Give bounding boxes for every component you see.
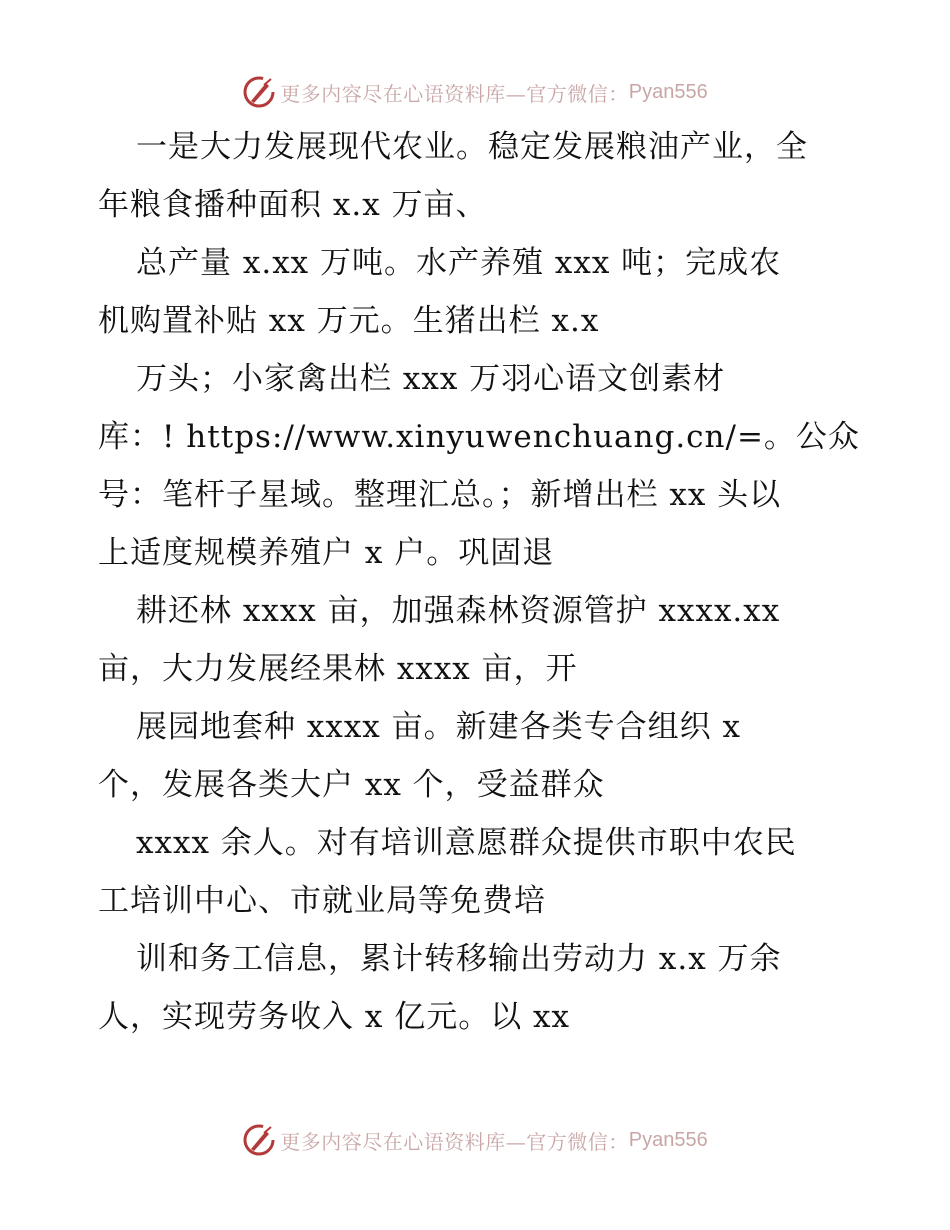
body-line: 上适度规模养殖户 x 户。巩固退 [98, 535, 555, 571]
watermark-text: 更多内容尽在心语资料库—官方微信： [280, 81, 629, 106]
body-line: xxxx 余人。对有培训意愿群众提供市职中农民 [136, 825, 797, 861]
body-line: 机购置补贴 xx 万元。生猪出栏 x.x [98, 303, 600, 339]
footer-watermark [0, 1120, 950, 1160]
watermark-text: 更多内容尽在心语资料库—官方微信： [280, 1129, 629, 1154]
quill-pen-seal-icon [242, 75, 276, 109]
body-line: 库：! https://www.xinyuwenchuang.cn/=。公众 [98, 419, 860, 455]
body-line: 总产量 x.xx 万吨。水产养殖 xxx 吨；完成农 [136, 245, 782, 281]
watermark-wechat-id: Pyan556 [628, 1128, 708, 1151]
body-line: 工培训中心、市就业局等免费培 [98, 883, 546, 919]
quill-pen-seal-icon [242, 1123, 276, 1157]
body-line: 人，实现劳务收入 x 亿元。以 xx [98, 999, 571, 1035]
body-line: 训和务工信息，累计转移输出劳动力 x.x 万余 [136, 941, 782, 977]
header-watermark [0, 72, 950, 112]
watermark-wechat-id: Pyan556 [628, 80, 708, 103]
body-line: 个，发展各类大户 xx 个，受益群众 [98, 767, 605, 803]
body-line: 耕还林 xxxx 亩，加强森林资源管护 xxxx.xx [136, 593, 781, 629]
body-line: 亩，大力发展经果林 xxxx 亩，开 [98, 651, 578, 687]
body-line: 年粮食播种面积 x.x 万亩、 [98, 187, 488, 223]
body-line: 号：笔杆子星域。整理汇总。；新增出栏 xx 头以 [98, 477, 782, 513]
document-body [98, 118, 878, 1046]
body-line: 一是大力发展现代农业。稳定发展粮油产业，全 [136, 129, 808, 165]
body-line: 展园地套种 xxxx 亩。新建各类专合组织 x [136, 709, 741, 745]
body-line: 万头；小家禽出栏 xxx 万羽心语文创素材 [136, 361, 726, 397]
